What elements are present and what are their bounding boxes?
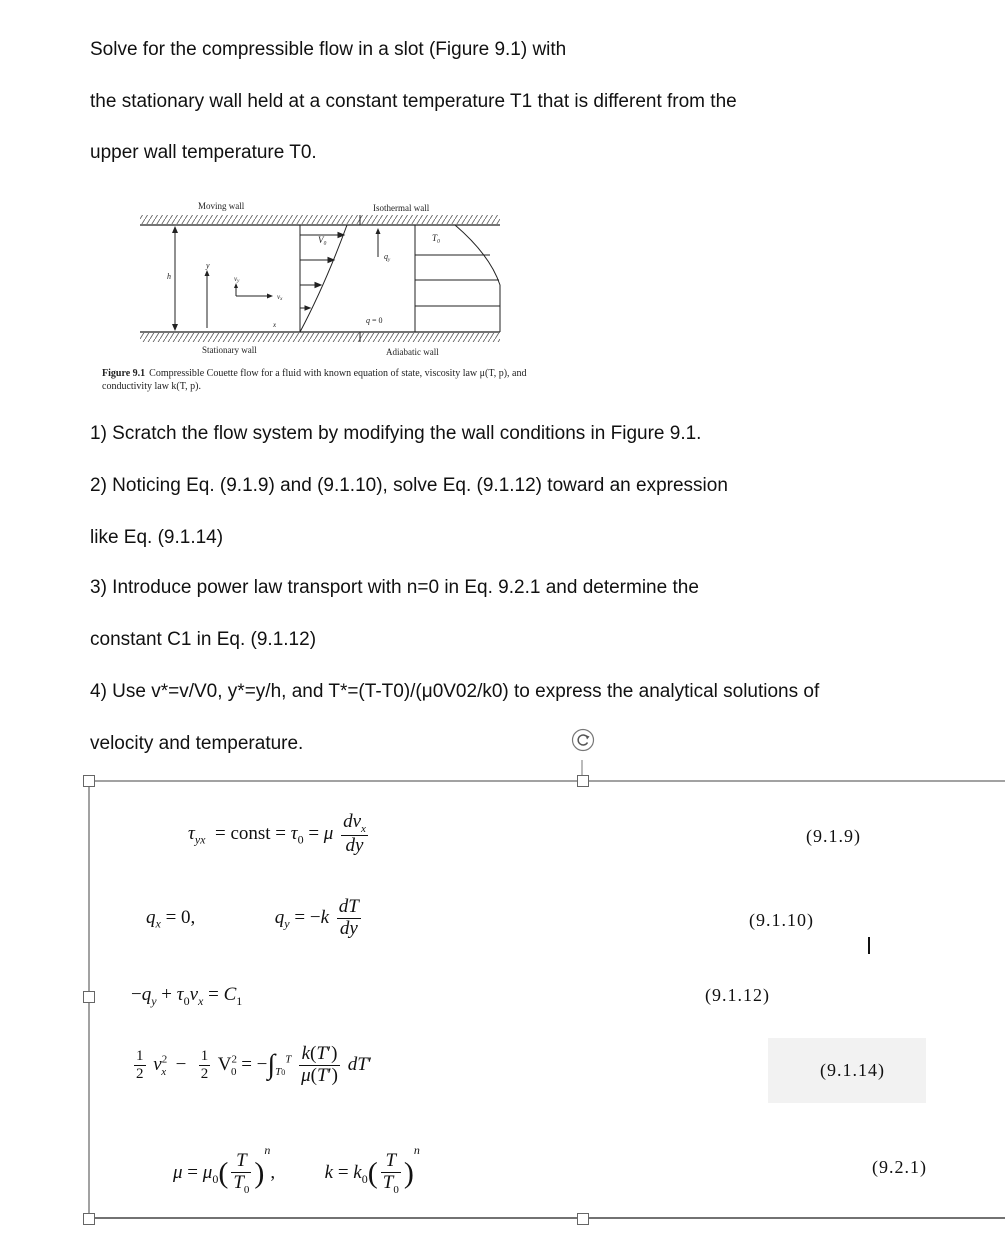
- task-3-line-2: constant C1 in Eq. (9.1.12): [90, 629, 317, 650]
- task-4-line-2: velocity and temperature.: [90, 733, 304, 754]
- vx-label: vx: [277, 293, 283, 302]
- task-2-line-2: like Eq. (9.1.14): [90, 527, 224, 548]
- mu-exponent: n: [264, 1143, 271, 1157]
- resize-handle-middle-left[interactable]: [83, 991, 95, 1003]
- couette-flow-figure: [95, 195, 555, 363]
- eq-number-9-1-9: (9.1.9): [806, 826, 861, 846]
- equation-9-1-14: $\frac{1}{2}$ $v^2_x$ − $\frac{1}{2}$ $V^2_0 = -\int_{T0}^T$ $\frac{k(T')}{\mu(T')}$ dT′: [136, 1043, 372, 1086]
- x-label: x: [273, 321, 277, 329]
- resize-handle-bottom-left[interactable]: [83, 1213, 95, 1225]
- task-2-line-1: 2) Noticing Eq. (9.1.9) and (9.1.10), solve Eq. (9.1.12) toward an expression: [90, 475, 728, 496]
- temperature-levels: [415, 255, 500, 306]
- eq-number-9-1-10: (9.1.10): [749, 910, 814, 930]
- qy-label: $q_y$: [384, 252, 391, 263]
- task-3-line-1: 3) Introduce power law transport with n=0 in Eq. 9.2.1 and determine the: [90, 577, 699, 598]
- caption-label: Figure 9.1: [102, 368, 146, 379]
- y-label: y: [206, 261, 210, 270]
- isothermal-wall-label: Isothermal wall: [373, 203, 430, 213]
- problem-line-2: the stationary wall held at a constant temperature T1 that is different from the: [90, 91, 737, 112]
- resize-handle-bottom-middle[interactable]: [577, 1213, 589, 1225]
- vy-label: vy: [234, 275, 240, 284]
- adiabatic-wall-label: Adiabatic wall: [386, 347, 439, 357]
- resize-handle-top-left[interactable]: [83, 775, 95, 787]
- stationary-wall-label: Stationary wall: [202, 345, 257, 355]
- rotate-handle-icon[interactable]: [571, 728, 595, 752]
- v0-label: V₀: [318, 235, 327, 245]
- problem-line-1: Solve for the compressible flow in a slot (Figure 9.1) with: [90, 39, 567, 60]
- caption-text: Compressible Couette flow for a fluid with known equation of state, viscosity law μ(T, p), and conductivity law k(T, p).: [102, 368, 527, 392]
- task-1: 1) Scratch the flow system by modifying the wall conditions in Figure 9.1.: [90, 423, 702, 444]
- problem-line-3: upper wall temperature T0.: [90, 142, 317, 163]
- const-text: const: [230, 822, 271, 844]
- bottom-wall-hatch: [140, 333, 500, 342]
- eq-number-9-1-12: (9.1.12): [705, 985, 770, 1005]
- top-wall-hatch: [140, 215, 500, 224]
- equation-9-2-1: $\mu = \mu_0$( $\frac{T}{T_0}$ )$^n$, $k = k_0$( $\frac{T}{T_0}$ )$^n$: [173, 1143, 420, 1196]
- h-label: h: [167, 272, 171, 281]
- temperature-profile-curve: [455, 225, 500, 332]
- eq-number-9-1-14: (9.1.14): [820, 1060, 885, 1080]
- moving-wall-label: Moving wall: [198, 201, 245, 211]
- figure-caption: [102, 367, 562, 393]
- resize-handle-top-middle[interactable]: [577, 775, 589, 787]
- equation-9-1-12: $-q_y + \tau_0v_x = C_1$: [131, 984, 243, 1008]
- k-exponent: n: [413, 1143, 420, 1157]
- t0-label: T₀: [432, 233, 441, 243]
- eq-number-9-2-1: (9.2.1): [872, 1157, 927, 1177]
- qy-zero-label: q = 0: [366, 316, 383, 325]
- equation-9-1-9: $\tau_{yx}$ = const = $\tau_0 = \mu$ $\frac{dv_x}{dy}$: [188, 811, 366, 856]
- text-cursor: [868, 937, 870, 954]
- equation-9-1-10: $q_x = 0$, $q_y = -k$ $\frac{dT}{dy}$: [146, 896, 359, 939]
- task-4-line-1: 4) Use v*=v/V0, y*=y/h, and T*=(T-T0)/(μ0V02/k0) to express the analytical solutions of: [90, 681, 820, 702]
